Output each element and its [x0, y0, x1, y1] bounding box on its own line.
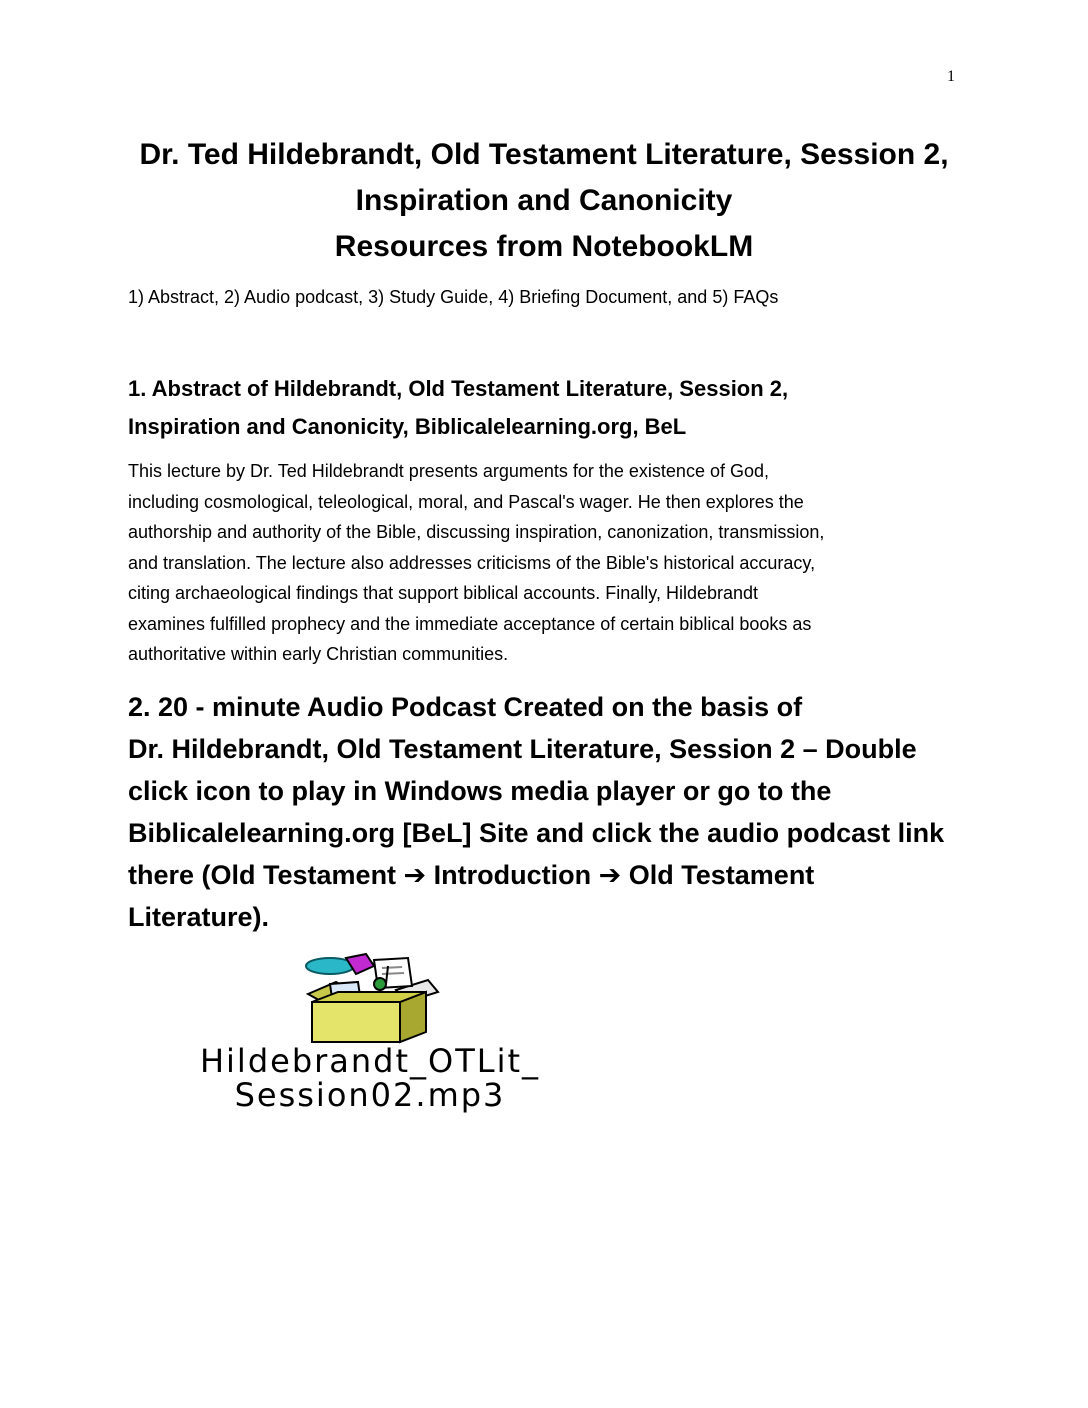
file-name-line-2: Session02.mp3	[234, 1076, 506, 1114]
title-line-1: Dr. Ted Hildebrandt, Old Testament Literature, Session 2,	[139, 138, 949, 171]
page-number: 1	[947, 68, 955, 85]
abstract-line: citing archaeological findings that support biblical accounts. Finally, Hildebrandt	[128, 583, 759, 603]
section-2-heading-line: Biblicalelearning.org [BeL] Site and click the audio podcast link	[128, 818, 945, 848]
abstract-line: authorship and authority of the Bible, discussing inspiration, canonization, transmission,	[128, 522, 825, 542]
abstract-paragraph	[128, 456, 988, 670]
file-name-label[interactable]	[130, 1044, 610, 1112]
section-1-heading-line-2: Inspiration and Canonicity, Biblicalelearning.org, BeL	[128, 414, 687, 439]
abstract-line: This lecture by Dr. Ted Hildebrandt presents arguments for the existence of God,	[128, 461, 769, 481]
page-title	[100, 132, 988, 270]
package-icon[interactable]	[296, 952, 446, 1044]
abstract-line: including cosmological, teleological, moral, and Pascal's wager. He then explores the	[128, 491, 804, 512]
section-2-heading-line: 2. 20 - minute Audio Podcast Created on the basis of	[128, 692, 803, 722]
abstract-line: examines fulfilled prophecy and the immediate acceptance of certain biblical books as	[128, 613, 812, 634]
section-2-heading-line: there (Old Testament ➔ Introduction ➔ Old Testament	[128, 860, 815, 890]
section-2-heading-line: Dr. Hildebrandt, Old Testament Literature, Session 2 – Double	[128, 734, 917, 764]
file-name-line-1: Hildebrandt_OTLit_	[199, 1042, 541, 1080]
contents-line: 1) Abstract, 2) Audio podcast, 3) Study Guide, 4) Briefing Document, and 5) FAQs	[128, 287, 779, 307]
title-line-3: Resources from NotebookLM	[334, 230, 754, 263]
section-2-heading-line: Literature).	[128, 902, 270, 932]
section-2-heading	[128, 686, 988, 938]
title-line-2: Inspiration and Canonicity	[355, 184, 733, 217]
abstract-line: and translation. The lecture also addresses criticisms of the Bible's historical accuracy,	[128, 552, 816, 573]
section-1-heading	[128, 370, 988, 446]
section-2-heading-line: click icon to play in Windows media player or go to the	[128, 776, 832, 806]
section-1-heading-line-1: 1. Abstract of Hildebrandt, Old Testament Literature, Session 2,	[128, 376, 789, 401]
abstract-line: authoritative within early Christian communities.	[128, 644, 509, 664]
